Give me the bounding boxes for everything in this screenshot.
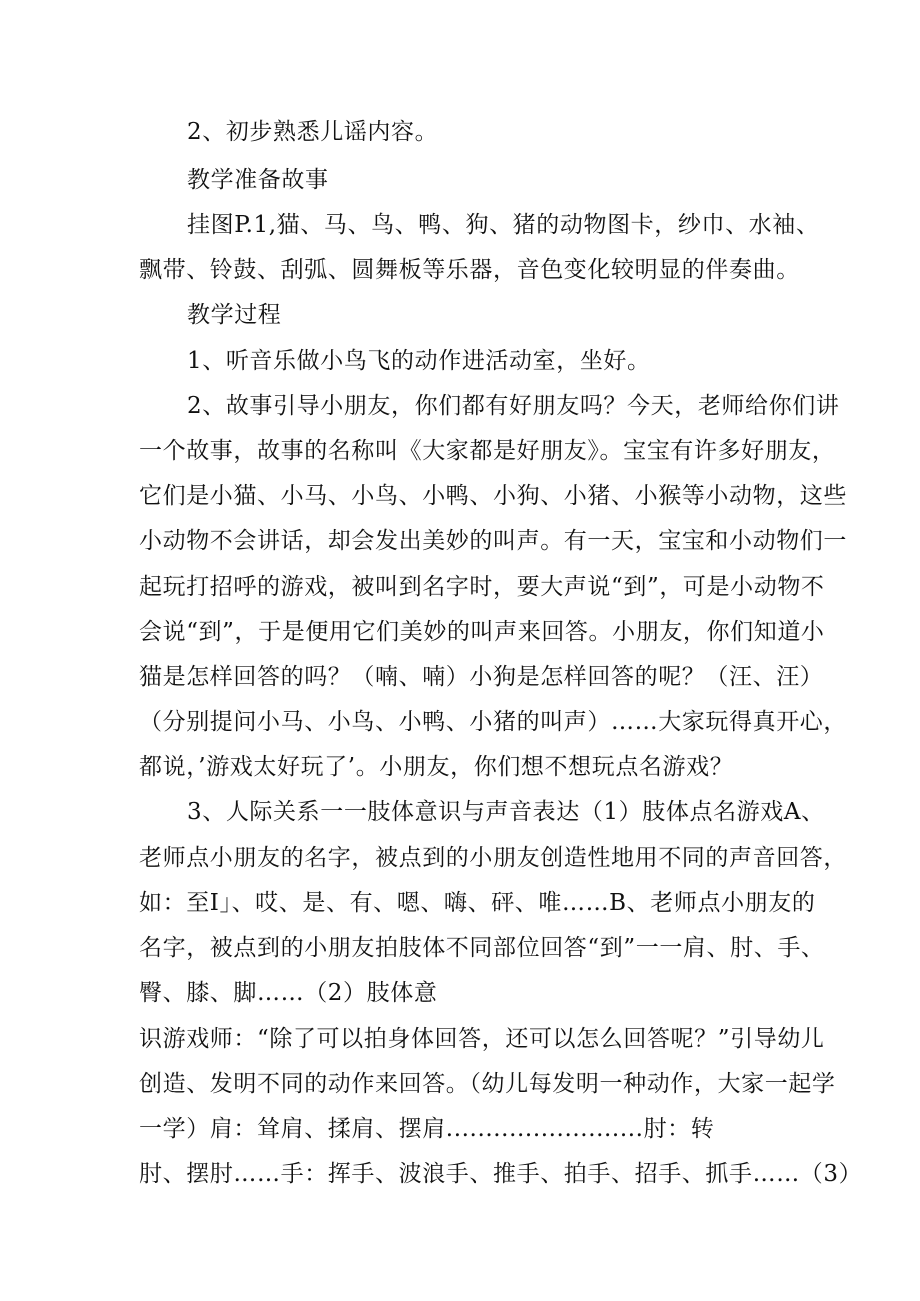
text-line: 猫是怎样回答的吗？（喃、喃）小狗是怎样回答的呢？（汪、汪） [139, 664, 824, 690]
text-line: 小动物不会讲话，却会发出美妙的叫声。有一天，宝宝和小动物们一 [139, 528, 847, 554]
text-line: 它们是小猫、小马、小鸟、小鸭、小狗、小猪、小猴等小动物，这些 [139, 483, 847, 509]
section-heading: 教学准备故事 [187, 167, 329, 193]
text-line: 会说“到”，于是便用它们美妙的叫声来回答。小朋友，你们知道小 [139, 619, 825, 645]
text-line: 创造、发明不同的动作来回答。（幼儿每发明一种动作，大家一起学 [139, 1071, 836, 1097]
text-line: 臀、膝、脚……（2）肢体意 [139, 980, 438, 1006]
section-heading: 教学过程 [187, 302, 282, 328]
text-line: 2、初步熟悉儿谣内容。 [187, 119, 439, 145]
text-line: 3、人际关系一一肢体意识与声音表达（1）肢体点名游戏A、 [187, 799, 825, 825]
text-line: 2、故事引导小朋友，你们都有好朋友吗？今天，老师给你们讲 [187, 393, 840, 419]
text-line: 如：至I」、哎、是、有、嗯、嗨、砰、唯……B、老师点小朋友的 [139, 890, 816, 916]
text-line: 老师点小朋友的名字，被点到的小朋友创造性地用不同的声音回答， [139, 845, 847, 871]
text-line: 一学）肩：耸肩、揉肩、摆肩.........................肘：转 [139, 1116, 715, 1142]
text-line: 1、听音乐做小鸟飞的动作进活动室，坐好。 [187, 348, 651, 374]
text-line: （分别提问小马、小鸟、小鸭、小猪的叫声）……大家玩得真开心， [139, 709, 847, 735]
text-line: 挂图P.1,猫、马、鸟、鸭、狗、猪的动物图卡，纱巾、水袖、 [187, 212, 820, 238]
text-line: 都说，’游戏太好玩了’。小朋友，你们想不想玩点名游戏？ [139, 754, 734, 780]
text-line: 识游戏师：“除了可以拍身体回答，还可以怎么回答呢？”引导幼儿 [139, 1026, 825, 1052]
text-line: 飘带、铃鼓、刮弧、圆舞板等乐器，音色变化较明显的伴奏曲。 [139, 257, 800, 283]
text-line: 一个故事，故事的名称叫《大家都是好朋友》。宝宝有许多好朋友， [139, 438, 836, 464]
text-line: 起玩打招呼的游戏，被叫到名字时，要大声说“到”，可是小动物不 [139, 574, 825, 600]
text-line: 肘、摆肘……手：挥手、波浪手、推手、拍手、招手、抓手……（3） [139, 1161, 863, 1187]
text-line: 名字，被点到的小朋友拍肢体不同部位回答“到”一一肩、肘、手、 [139, 935, 825, 961]
